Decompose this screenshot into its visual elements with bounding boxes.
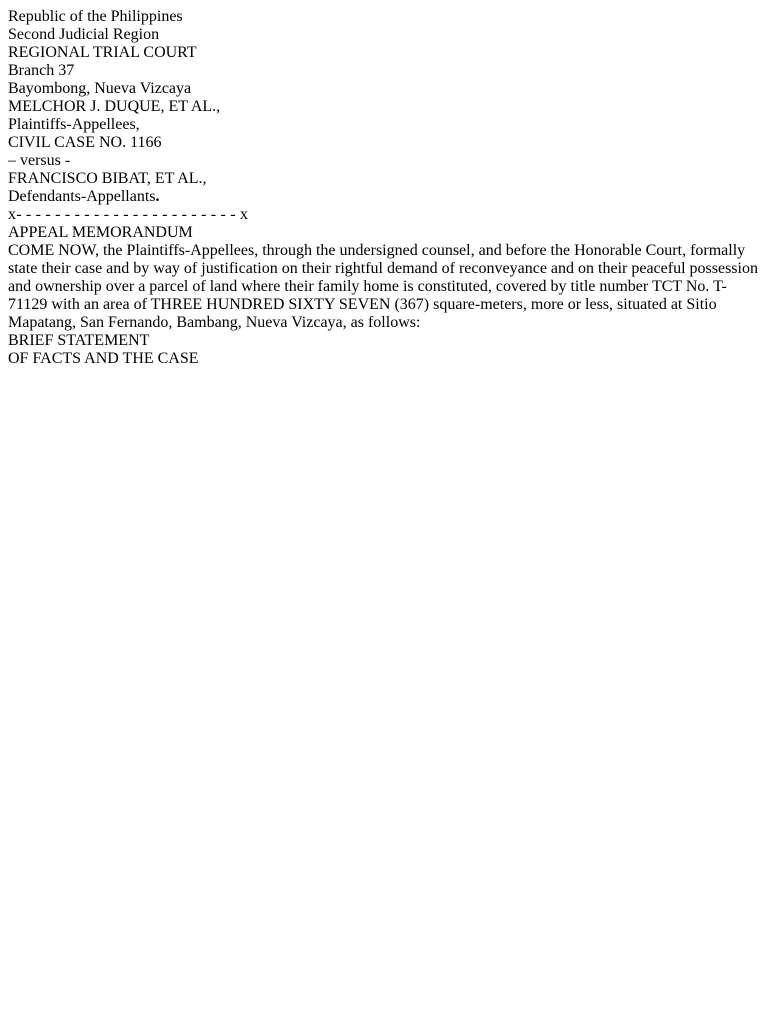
court-country: Republic of the Philippines [8,8,183,25]
versus-label: – versus - [8,152,71,169]
caption-separator: x- - - - - - - - - - - - - - - - - - - - - - - x [8,206,249,223]
body-paragraph: COME NOW, the Plaintiffs-Appellees, through the undersigned counsel, and before the Honorable Court, formally state their case and by way of justification on their rightful demand of reconveyance and on their peaceful possession and ownership over a parcel of land where their family home is constituted, covered by title number TCT No. T-71129 with an area of THREE HUNDRED SIXTY SEVEN (367) square-meters, more or less, situated at Sitio Mapatang, San Fernando, Bambang, Nueva Vizcaya, as follows: [8,242,758,331]
section-heading-line1: BRIEF STATEMENT [8,332,150,349]
court-location: Bayombong, Nueva Vizcaya [8,80,192,97]
case-number: CIVIL CASE NO. 1166 [8,134,162,151]
court-region: Second Judicial Region [8,26,160,43]
document-title: APPEAL MEMORANDUM [8,224,193,241]
plaintiff-name: MELCHOR J. DUQUE, ET AL., [8,98,221,115]
section-heading [8,332,760,368]
section-heading-line2: OF FACTS AND THE CASE [8,350,199,367]
defendant-name: FRANCISCO BIBAT, ET AL., [8,170,207,187]
document-page [8,8,760,368]
defendant-designation-period: . [155,188,160,205]
body-paragraph-container [8,242,760,332]
defendant-designation: Defendants-Appellants [8,188,156,205]
court-header [8,8,760,98]
plaintiff-designation: Plaintiffs-Appellees, [8,116,140,133]
defendant-designation-line [8,188,760,206]
court-name: REGIONAL TRIAL COURT [8,44,197,61]
court-branch: Branch 37 [8,62,75,79]
